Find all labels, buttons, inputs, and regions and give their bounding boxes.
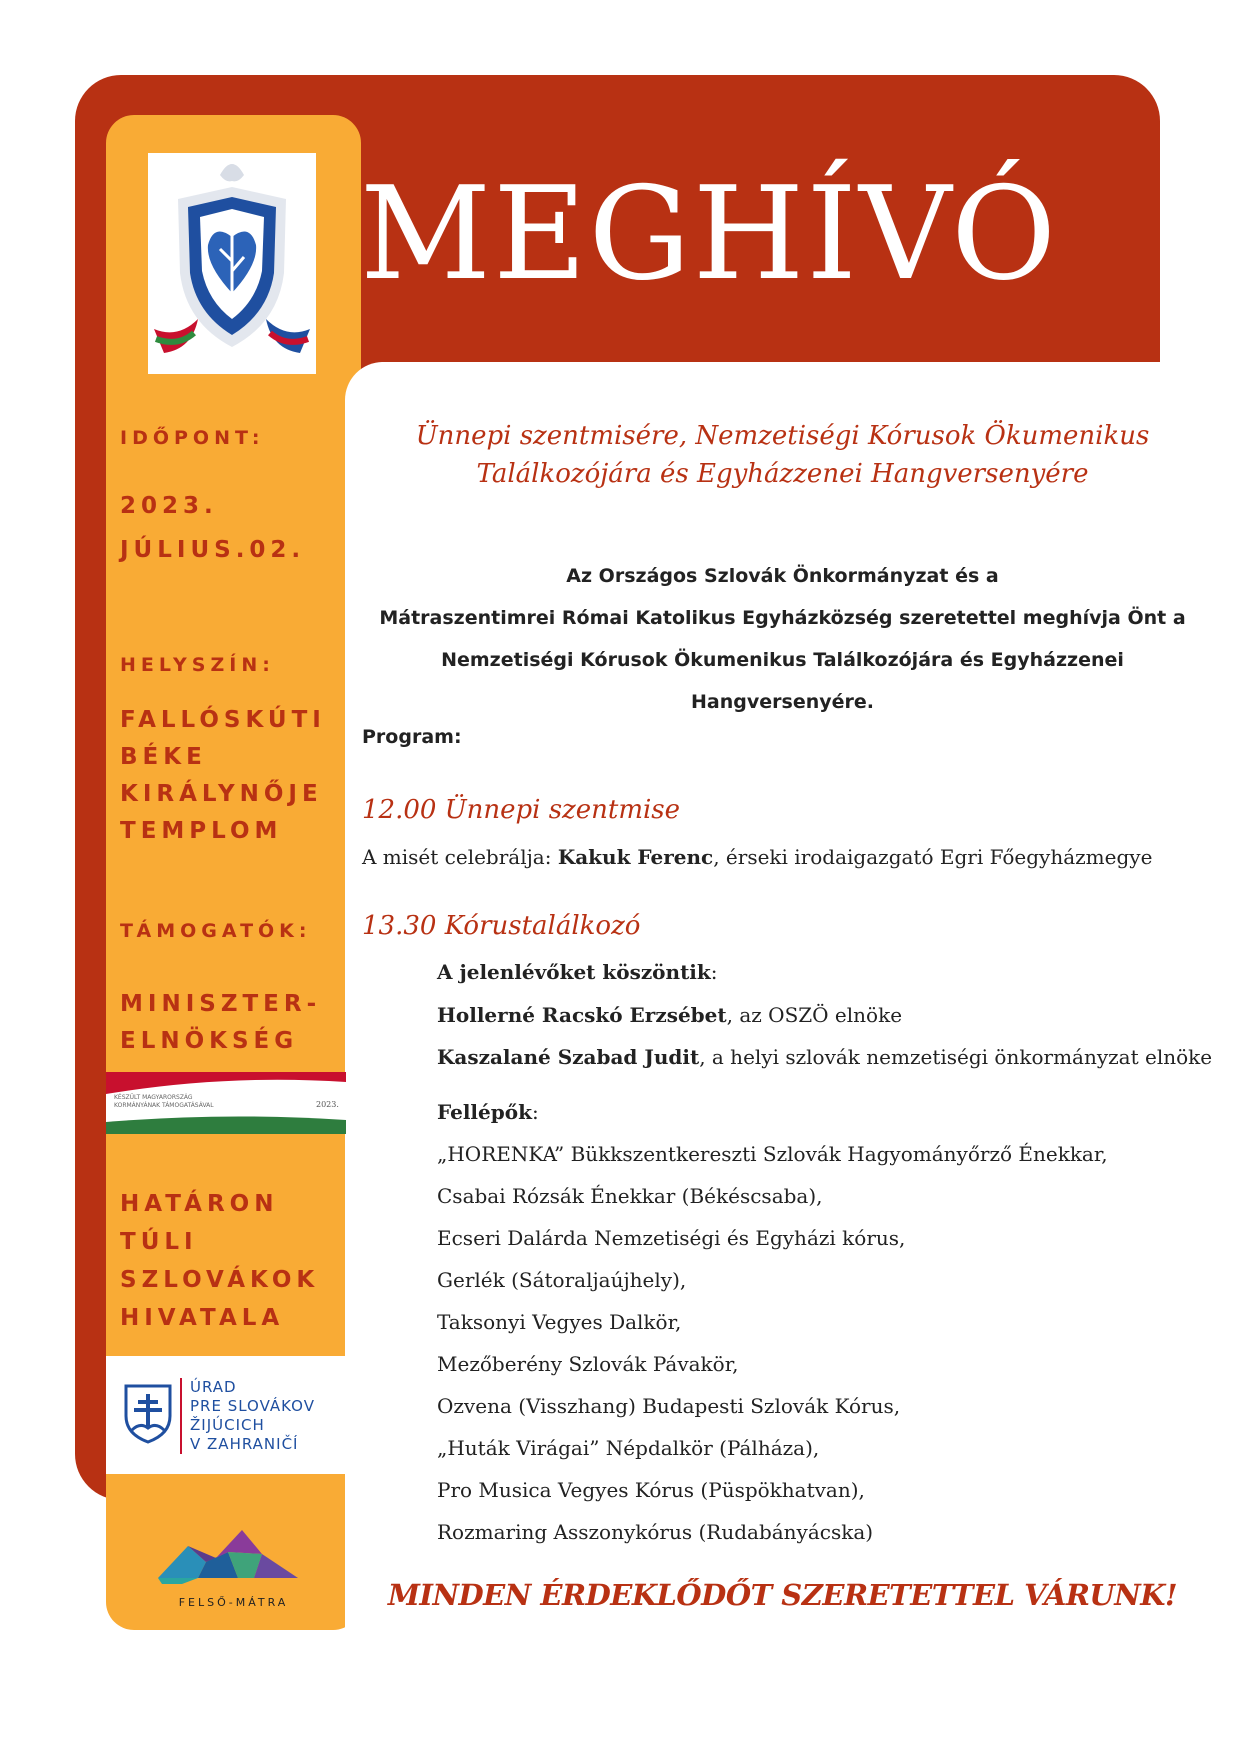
felso-matra-label: FELSŐ-MÁTRA <box>178 1596 289 1609</box>
government-banner <box>106 1072 346 1134</box>
greeter-2-role: , a helyi szlovák nemzetiségi önkormányzat elnöke <box>699 1045 1213 1069</box>
urad-line-1: ÚRAD <box>190 1378 237 1396</box>
greeters-colon: : <box>710 960 718 984</box>
performers-label: Fellépők <box>437 1100 532 1124</box>
place-line-1: FALLÓSKÚTI <box>120 707 326 733</box>
greeter-1-role: , az OSZÖ elnöke <box>726 1003 903 1027</box>
place-line-2: BÉKE <box>120 744 207 770</box>
sponsor1-line-2: ELNÖKSÉG <box>120 1028 299 1054</box>
gov-banner-text-2: KORMÁNYÁNAK TÁMOGATÁSÁVAL <box>114 1102 214 1109</box>
place-line-3: KIRÁLYNŐJE <box>120 781 323 807</box>
slovak-cross-icon <box>120 1382 176 1446</box>
performers-label-line <box>437 1100 539 1124</box>
place-line-4: TEMPLOM <box>120 818 283 844</box>
urad-line-2: PRE SLOVÁKOV <box>190 1397 315 1415</box>
performer-9: Pro Musica Vegyes Kórus (Püspökhatvan), <box>437 1478 865 1502</box>
intro-line-1: Az Országos Szlovák Önkormányzat és a <box>566 565 999 587</box>
sponsor1-line-1: MINISZTER- <box>120 991 322 1017</box>
mass-heading: 12.00 Ünnepi szentmise <box>362 795 681 825</box>
page-title: MEGHÍVÓ <box>360 160 1059 309</box>
intro-line-2: Mátraszentimrei Római Katolikus Egyházközség szeretettel meghívja Önt a <box>379 607 1186 629</box>
performer-5: Taksonyi Vegyes Dalkör, <box>437 1310 682 1334</box>
greeter-2-name: Kaszalané Szabad Judit <box>437 1045 700 1069</box>
closing-message: MINDEN ÉRDEKLŐDŐT SZERETETTEL VÁRUNK! <box>387 1578 1178 1612</box>
crest-icon <box>148 153 316 374</box>
greeter-1-name: Hollerné Racskó Erzsébet <box>437 1003 727 1027</box>
intro-line-3: Nemzetiségi Kórusok Ökumenikus Találkozójára és Egyházzenei Hangversenyére. <box>441 649 1124 713</box>
urad-line-4: V ZAHRANIČÍ <box>190 1435 299 1453</box>
performers-colon: : <box>531 1100 539 1124</box>
performer-8: „Huták Virágai” Népdalkör (Pálháza), <box>437 1436 820 1460</box>
sponsors-label: TÁMOGATÓK: <box>120 920 312 942</box>
urad-line-3: ŽIJÚCICH <box>190 1416 265 1434</box>
heading-line-1: Ünnepi szentmisére, Nemzetiségi Kórusok Ökumenikus <box>415 421 1150 451</box>
date-value-line1: 2023. <box>120 493 218 519</box>
crest-logo <box>148 153 316 374</box>
sponsor2-line-1: HATÁRON <box>120 1191 279 1217</box>
gov-banner-year: 2023. <box>316 1100 339 1109</box>
heading-line-2: Találkozójára és Egyházzenei Hangversenyére <box>476 459 1089 489</box>
performer-1: „HORENKA” Bükkszentkereszti Szlovák Hagyományőrző Énekkar, <box>437 1142 1108 1166</box>
mass-prefix: A misét celebrálja: <box>362 845 558 869</box>
urad-logo <box>106 1356 346 1474</box>
sponsor2-line-2: TÚLI <box>120 1229 198 1255</box>
sponsor2-line-4: HIVATALA <box>120 1305 285 1331</box>
mass-celebrant-name: Kakuk Ferenc <box>557 845 714 869</box>
date-label: IDŐPONT: <box>120 427 265 449</box>
greeter-1 <box>437 1003 902 1027</box>
performer-2: Csabai Rózsák Énekkar (Békéscsaba), <box>437 1184 823 1208</box>
gov-banner-text-1: KÉSZÜLT MAGYARORSZÁG <box>114 1094 193 1101</box>
greeter-2 <box>437 1045 1212 1069</box>
greeters-label: A jelenlévőket köszöntik <box>437 960 711 984</box>
date-value-line2: JÚLIUS.02. <box>120 537 306 563</box>
mass-celebrant-role: , érseki irodaigazgató Egri Főegyházmegye <box>713 845 1153 869</box>
performer-3: Ecseri Dalárda Nemzetiségi és Egyházi kórus, <box>437 1226 906 1250</box>
performer-7: Ozvena (Visszhang) Budapesti Szlovák Kórus, <box>437 1394 901 1418</box>
sponsor2-line-3: SZLOVÁKOK <box>120 1267 320 1293</box>
performer-4: Gerlék (Sátoraljaújhely), <box>437 1268 687 1292</box>
choir-heading: 13.30 Kórustalálkozó <box>362 911 641 941</box>
performer-6: Mezőberény Szlovák Pávakör, <box>437 1352 739 1376</box>
mass-celebrant-line <box>362 845 1152 869</box>
program-label: Program: <box>362 726 462 748</box>
performer-10: Rozmaring Asszonykórus (Rudabányácska) <box>437 1520 874 1544</box>
place-label: HELYSZÍN: <box>120 654 275 676</box>
felso-matra-mountains-icon <box>158 1528 298 1584</box>
greeters-label-line <box>437 960 718 984</box>
